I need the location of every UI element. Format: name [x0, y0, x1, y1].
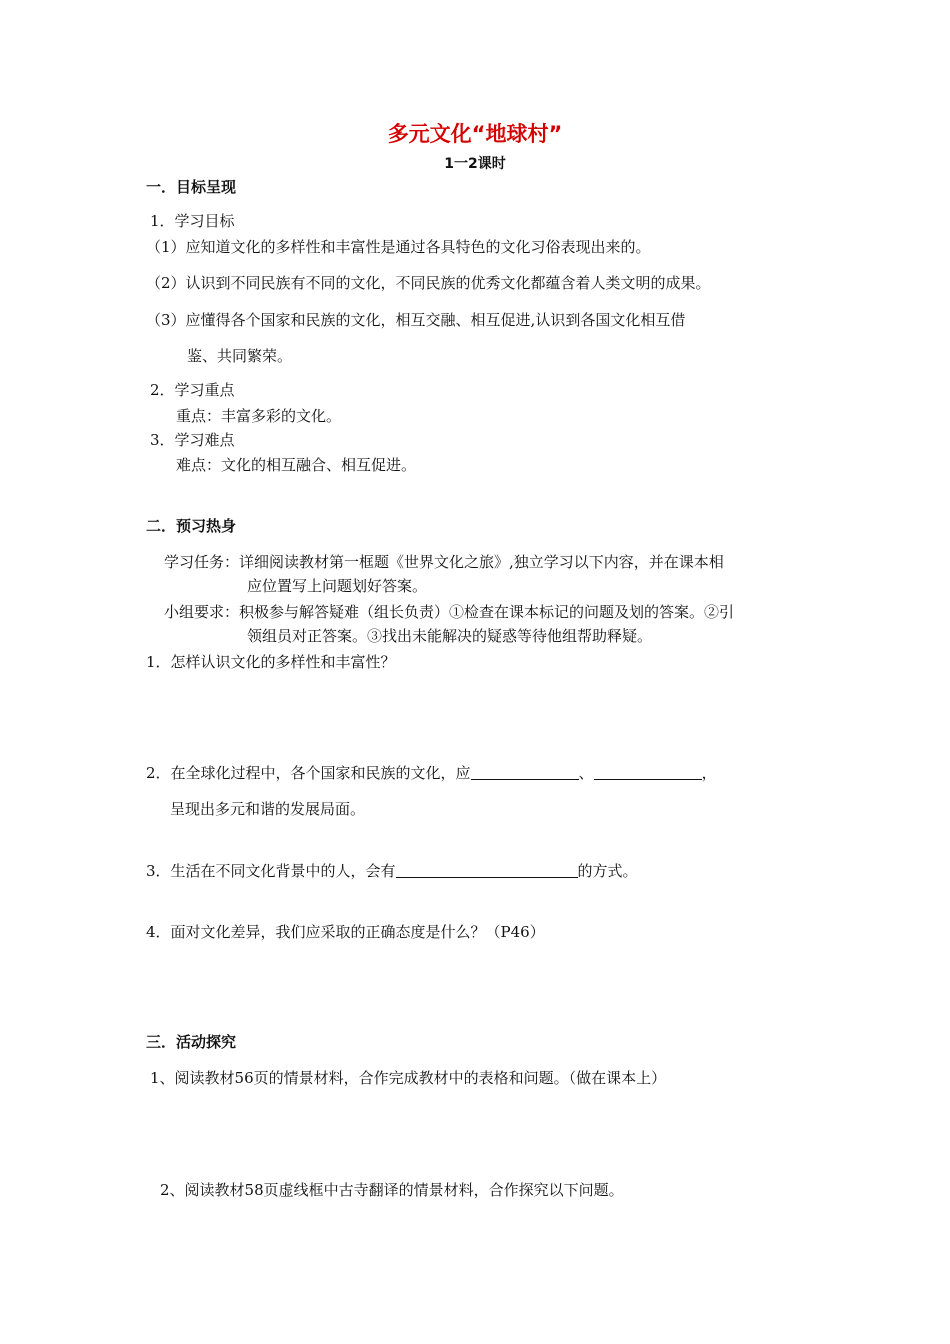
question-1: 1．怎样认识文化的多样性和丰富性？	[146, 653, 396, 671]
goal-item-1: （1）应知道文化的多样性和丰富性是通过各具特色的文化习俗表现出来的。	[146, 238, 651, 256]
activity-item-1: 1、阅读教材56页的情景材料，合作完成教材中的表格和问题。（做在课本上）	[150, 1069, 667, 1087]
task-line-2: 应位置写上问题划好答案。	[247, 577, 428, 595]
goal-item-3-line2: 鉴、共同繁荣。	[187, 347, 293, 365]
group-line-1: 小组要求：积极参与解答疑难（组长负责）①检查在课本标记的问题及划的答案。②引	[164, 603, 735, 621]
question-3-text: 3．生活在不同文化背景中的人，会有	[146, 862, 396, 880]
focus-text: 重点：丰富多彩的文化。	[176, 407, 342, 425]
section-heading-activity: 三．活动探究	[146, 1033, 237, 1051]
activity-item-2: 2、阅读教材58页虚线框中古寺翻译的情景材料，合作探究以下问题。	[160, 1181, 624, 1199]
question-2-end: ，	[701, 764, 717, 782]
task-line-1: 学习任务：详细阅读教材第一框题《世界文化之旅》,独立学习以下内容，并在课本相	[164, 553, 724, 571]
group-line-2: 领组员对正答案。③找出未能解决的疑惑等待他组帮助释疑。	[247, 627, 653, 645]
answer-blank-1[interactable]	[471, 765, 579, 780]
answer-blank-3[interactable]	[396, 863, 578, 878]
goals-label: 1．学习目标	[150, 212, 235, 230]
section-heading-preview: 二．预习热身	[146, 517, 237, 535]
section-heading-goals: 一．目标呈现	[146, 178, 237, 196]
answer-blank-2[interactable]	[594, 765, 702, 780]
goal-item-2: （2）认识到不同民族有不同的文化，不同民族的优秀文化都蕴含着人类文明的成果。	[146, 274, 711, 292]
focus-label: 2．学习重点	[150, 381, 235, 399]
question-2-text: 2．在全球化过程中，各个国家和民族的文化，应	[146, 764, 471, 782]
question-2-line2: 呈现出多元和谐的发展局面。	[170, 800, 366, 818]
question-3-end: 的方式。	[577, 862, 638, 880]
difficulty-text: 难点：文化的相互融合、相互促进。	[176, 456, 417, 474]
difficulty-label: 3．学习难点	[150, 431, 235, 449]
document-title: 多元文化“地球村”	[387, 122, 563, 146]
question-3	[146, 863, 638, 879]
goal-item-3-line1: （3）应懂得各个国家和民族的文化，相互交融、相互促进,认识到各国文化相互借	[146, 311, 686, 329]
question-2-line1	[146, 765, 717, 781]
document-subtitle: 1一2课时	[444, 156, 506, 172]
question-2-separator: 、	[578, 764, 594, 782]
question-4: 4．面对文化差异，我们应采取的正确态度是什么？（P46）	[146, 923, 545, 941]
